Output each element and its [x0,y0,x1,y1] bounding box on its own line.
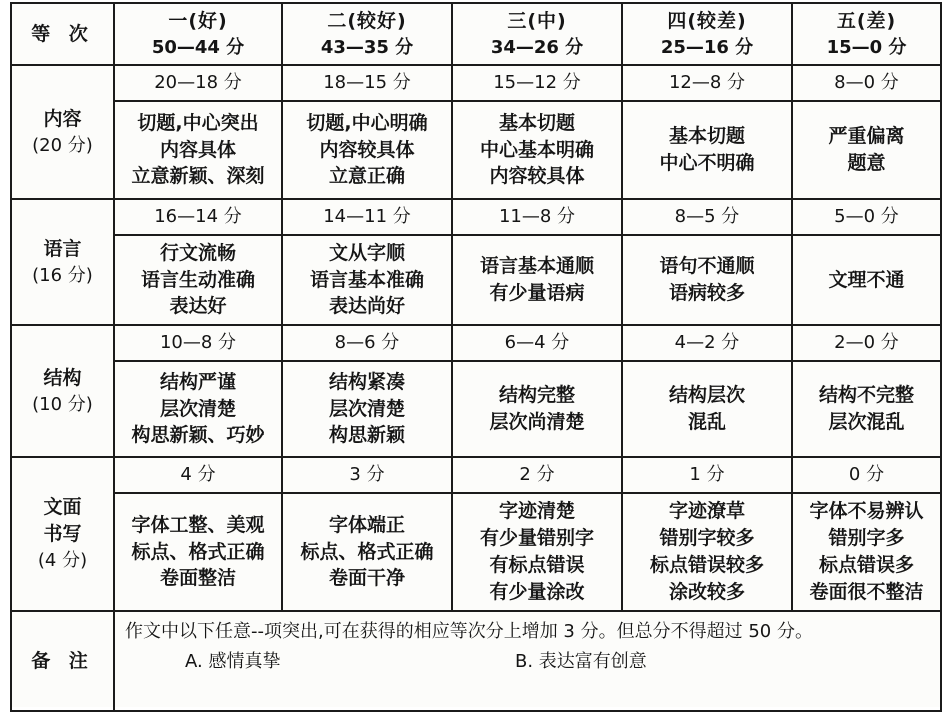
criteria-cell [622,361,792,457]
criteria-line: 字体端正 [328,513,405,536]
category-name: 书写 [43,523,82,546]
criteria-line: 内容较具体 [489,165,585,188]
criteria-line: 表达好 [169,295,227,318]
score-range: 12—8 分 [622,65,792,101]
criteria-line: 标点、格式正确 [131,540,265,563]
score-range: 2 分 [452,457,622,493]
criteria-line: 内容具体 [159,138,236,161]
language-criteria-row [11,235,941,325]
category-writing [11,457,114,611]
note-label: 备 注 [11,611,114,711]
grade-1-header [114,3,282,65]
criteria-line: 中心不明确 [659,152,755,174]
criteria-line: 语言基本准确 [309,268,424,291]
criteria-line: 字体不易辨认 [809,500,924,523]
criteria-line: 有少量涂改 [489,580,585,603]
language-score-row [11,199,941,235]
grade-corner-label: 等 次 [11,3,114,65]
note-options [125,649,930,675]
criteria-line: 中心基本明确 [479,138,594,161]
criteria-line: 行文流畅 [159,241,236,264]
score-range: 1 分 [622,457,792,493]
writing-criteria-row [11,493,941,611]
criteria-cell [282,235,452,325]
grade-name: 三(中) [507,9,567,32]
writing-score-row [11,457,941,493]
criteria-line: 构思新颖 [328,424,405,447]
criteria-line: 标点错误较多 [649,554,764,576]
score-range: 10—8 分 [114,325,282,361]
grade-5-header [792,3,941,65]
criteria-cell [452,493,622,611]
criteria-line: 基本切题 [498,111,575,134]
criteria-cell [452,101,622,199]
criteria-cell [114,361,282,457]
score-range: 8—6 分 [282,325,452,361]
criteria-cell [792,235,941,325]
category-content [11,65,114,199]
criteria-line: 语句不通顺 [659,255,755,278]
criteria-line: 表达尚好 [328,295,405,318]
criteria-line: 基本切题 [668,125,745,148]
criteria-line: 有标点错误 [489,554,585,576]
criteria-cell [452,235,622,325]
criteria-line: 卷面干净 [328,567,405,590]
criteria-line: 涂改较多 [668,580,745,603]
criteria-line: 卷面整洁 [159,567,236,590]
note-text: 作文中以下任意--项突出,可在获得的相应等次分上增加 3 分。但总分不得超过 50 分。 [125,621,813,642]
criteria-line: 题意 [847,152,886,174]
criteria-line: 字迹潦草 [668,500,745,523]
rubric-sheet [10,2,940,707]
score-range: 6—4 分 [452,325,622,361]
grade-name: 五(差) [836,9,897,32]
grade-range: 15—0 分 [826,36,907,58]
grade-range: 43—35 分 [320,36,414,58]
grade-header-row [11,3,941,65]
criteria-cell [114,101,282,199]
criteria-cell [792,101,941,199]
criteria-cell [792,493,941,611]
grade-name: 四(较差) [667,9,747,32]
category-max: (20 分) [32,134,93,156]
criteria-cell [622,101,792,199]
note-option-a: A. 感情真挚 [185,650,281,672]
criteria-cell [114,493,282,611]
criteria-cell [622,235,792,325]
note-content [114,611,941,711]
criteria-line: 立意新颖、深刻 [131,165,265,188]
category-max: (16 分) [32,264,93,286]
criteria-line: 标点、格式正确 [300,540,434,563]
score-range: 8—5 分 [622,199,792,235]
criteria-line: 语病较多 [668,282,745,304]
criteria-line: 结构紧凑 [328,370,405,393]
score-range: 16—14 分 [114,199,282,235]
grade-range: 50—44 分 [151,36,245,58]
score-range: 3 分 [282,457,452,493]
note-option-b: B. 表达富有创意 [515,650,647,672]
score-range: 14—11 分 [282,199,452,235]
content-score-row [11,65,941,101]
criteria-line: 有少量语病 [489,282,585,304]
criteria-line: 标点错误多 [818,554,914,576]
criteria-line: 文理不通 [828,268,905,291]
grade-3-header [452,3,622,65]
criteria-line: 语言基本通顺 [479,255,594,278]
criteria-cell [114,235,282,325]
criteria-line: 层次混乱 [828,411,905,433]
category-max: (4 分) [37,550,88,572]
criteria-line: 结构完整 [498,384,575,407]
category-name: 语言 [43,237,82,260]
criteria-line: 结构严谨 [159,370,236,393]
criteria-line: 构思新颖、巧妙 [131,424,265,447]
grade-2-header [282,3,452,65]
grade-4-header [622,3,792,65]
category-language [11,199,114,325]
criteria-line: 内容较具体 [319,138,415,161]
grade-name: 二(较好) [327,9,407,32]
criteria-cell [282,101,452,199]
criteria-line: 结构层次 [668,384,745,407]
criteria-line: 严重偏离 [828,125,905,148]
criteria-line: 语言生动准确 [140,268,255,291]
criteria-cell [622,493,792,611]
grade-name: 一(好) [168,9,228,32]
criteria-line: 字迹清楚 [498,500,575,523]
category-name: 内容 [43,107,82,130]
criteria-line: 字体工整、美观 [131,513,265,536]
criteria-line: 层次清楚 [328,397,405,420]
criteria-line: 切题,中心突出 [137,111,259,134]
criteria-cell [282,361,452,457]
criteria-line: 文从字顺 [328,241,405,264]
criteria-line: 层次清楚 [159,397,236,420]
criteria-line: 混乱 [687,411,726,433]
criteria-line: 错别字多 [828,527,905,550]
criteria-cell [452,361,622,457]
score-range: 4 分 [114,457,282,493]
note-row [11,611,941,711]
structure-criteria-row [11,361,941,457]
score-range: 8—0 分 [792,65,941,101]
criteria-line: 错别字较多 [659,527,755,550]
score-range: 20—18 分 [114,65,282,101]
criteria-line: 有少量错别字 [479,527,594,550]
grade-range: 25—16 分 [660,36,754,58]
structure-score-row [11,325,941,361]
score-range: 2—0 分 [792,325,941,361]
score-range: 15—12 分 [452,65,622,101]
score-range: 18—15 分 [282,65,452,101]
score-range: 5—0 分 [792,199,941,235]
criteria-line: 切题,中心明确 [306,111,428,134]
criteria-line: 层次尚清楚 [489,411,585,433]
category-name: 文面 [43,496,82,519]
score-range: 4—2 分 [622,325,792,361]
category-structure [11,325,114,457]
content-criteria-row [11,101,941,199]
criteria-line: 立意正确 [328,165,405,188]
grade-range: 34—26 分 [490,36,584,58]
category-name: 结构 [43,366,82,389]
category-max: (10 分) [32,393,93,415]
criteria-cell [792,361,941,457]
criteria-line: 卷面很不整洁 [809,580,924,603]
essay-scoring-rubric-table [10,2,942,712]
score-range: 0 分 [792,457,941,493]
criteria-cell [282,493,452,611]
score-range: 11—8 分 [452,199,622,235]
criteria-line: 结构不完整 [818,384,914,407]
